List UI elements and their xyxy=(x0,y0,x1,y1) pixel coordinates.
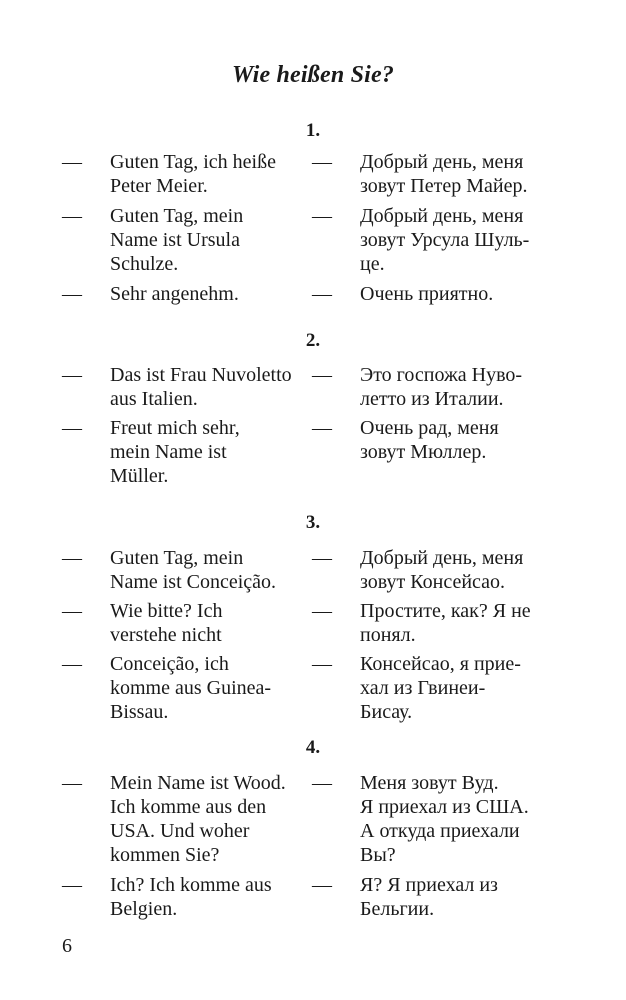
dialogue-line-ru xyxy=(312,416,572,464)
dialogue-line-ru xyxy=(312,363,572,411)
dialogue-line-ru xyxy=(312,282,572,306)
dash: — xyxy=(62,283,82,305)
dialogue-line-ru xyxy=(312,150,572,198)
dialogue-line-de xyxy=(62,771,352,867)
dash: — xyxy=(312,547,332,569)
russian-text: Очень приятно. xyxy=(360,283,494,305)
dash: — xyxy=(312,772,332,794)
german-text: Guten Tag, ich heiße Peter Meier. xyxy=(110,151,276,197)
dialogue-line-ru xyxy=(312,771,572,867)
dialogue-line-de xyxy=(62,546,352,594)
dash: — xyxy=(62,151,82,173)
german-text: Das ist Frau Nuvoletto aus Italien. xyxy=(110,364,292,410)
dialogue-line-ru xyxy=(312,599,572,647)
russian-text: Очень рад, меня зовут Мюллер. xyxy=(360,417,499,463)
section-number-4: 4. xyxy=(305,737,321,758)
dialogue-line-ru xyxy=(312,546,572,594)
dash: — xyxy=(312,205,332,227)
dash: — xyxy=(312,151,332,173)
section-number-3: 3. xyxy=(305,512,321,533)
german-text: Guten Tag, mein Name ist Conceição. xyxy=(110,547,277,593)
page-number: 6 xyxy=(62,935,72,957)
german-text: Freut mich sehr, mein Name ist Müller. xyxy=(110,417,240,487)
dialogue-line-ru xyxy=(312,873,572,921)
german-text: Sehr angenehm. xyxy=(110,283,239,305)
dash: — xyxy=(62,772,82,794)
page-title: Wie heißen Sie? xyxy=(231,62,395,88)
dialogue-line-de xyxy=(62,204,352,276)
dialogue-line-de xyxy=(62,873,352,921)
russian-text: Я? Я приехал из Бельгии. xyxy=(360,874,498,920)
dialogue-line-de xyxy=(62,282,352,306)
german-text: Guten Tag, mein Name ist Ursula Schulze. xyxy=(110,205,244,275)
russian-text: Простите, как? Я не понял. xyxy=(360,600,531,646)
russian-text: Консейсао, я прие- хал из Гвинеи- Бисау. xyxy=(360,653,521,723)
german-text: Mein Name ist Wood. Ich komme aus den USA. Und woher kommen Sie? xyxy=(110,772,286,866)
section-number-1: 1. xyxy=(305,120,321,141)
dash: — xyxy=(312,417,332,439)
dash: — xyxy=(312,283,332,305)
russian-text: Добрый день, меня зовут Консейсао. xyxy=(360,547,524,593)
dash: — xyxy=(62,547,82,569)
dash: — xyxy=(62,364,82,386)
dash: — xyxy=(62,874,82,896)
dialogue-line-ru xyxy=(312,652,572,724)
russian-text: Это госпожа Нуво- летто из Италии. xyxy=(360,364,523,410)
russian-text: Меня зовут Вуд. Я приехал из США. А откуда приехали Вы? xyxy=(360,772,529,866)
dialogue-line-ru xyxy=(312,204,572,276)
dash: — xyxy=(62,600,82,622)
dash: — xyxy=(312,600,332,622)
dash: — xyxy=(312,874,332,896)
russian-text: Добрый день, меня зовут Петер Майер. xyxy=(360,151,528,197)
german-text: Wie bitte? Ich verstehe nicht xyxy=(110,600,223,646)
german-text: Ich? Ich komme aus Belgien. xyxy=(110,874,272,920)
russian-text: Добрый день, меня зовут Урсула Шуль- це. xyxy=(360,205,530,275)
dash: — xyxy=(312,653,332,675)
german-text: Conceição, ich komme aus Guinea- Bissau. xyxy=(110,653,272,723)
dialogue-line-de xyxy=(62,416,352,488)
dialogue-line-de xyxy=(62,652,352,724)
dialogue-line-de xyxy=(62,150,352,198)
dash: — xyxy=(312,364,332,386)
dash: — xyxy=(62,417,82,439)
section-number-2: 2. xyxy=(305,330,321,351)
dialogue-line-de xyxy=(62,363,352,411)
dash: — xyxy=(62,205,82,227)
dialogue-line-de xyxy=(62,599,352,647)
dash: — xyxy=(62,653,82,675)
